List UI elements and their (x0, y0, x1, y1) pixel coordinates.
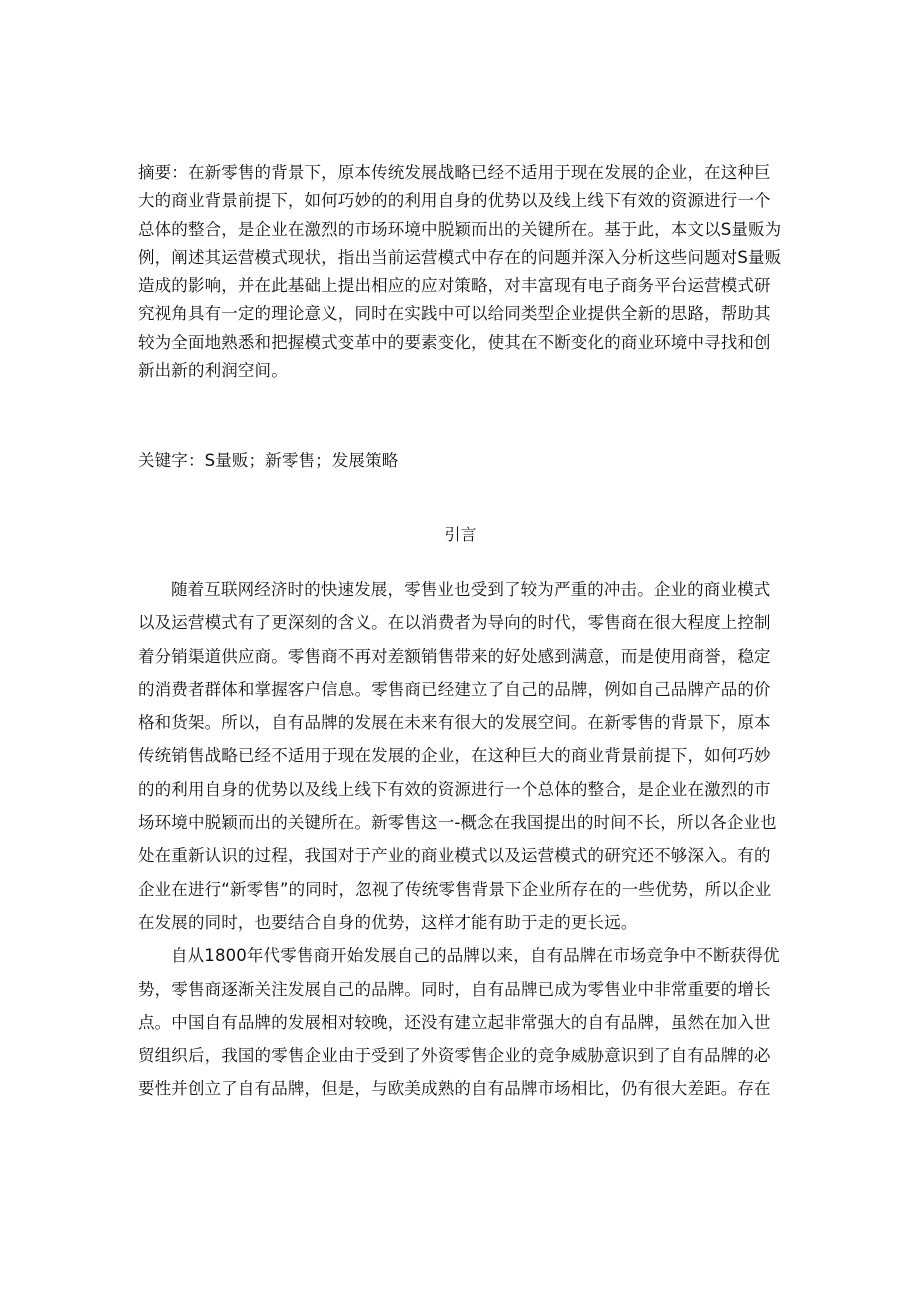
introduction-body (138, 573, 783, 1106)
keywords-line: 关键字：S量贩；新零售；发展策略 (138, 451, 399, 470)
section-title-introduction: 引言 (444, 525, 477, 544)
body-paragraph: 随着互联网经济时的快速发展，零售业也受到了较为严重的冲击。企业的商业模式以及运营模式有了更深刻的含义。在以消费者为导向的时代，零售商在很大程度上控制着分销渠道供应商。零售商不再对差额销售带来的好处感到满意，而是使用商誉，稳定的消费者群体和掌握客户信息。零售商已经建立了自己的品牌，例如自己品牌产品的价格和货架。所以，自有品牌的发展在未来有很大的发展空间。在新零售的背景下，原本传统销售战略已经不适用于现在发展的企业，在这种巨大的商业背景前提下，如何巧妙的的利用自身的优势以及线上线下有效的资源进行一个总体的整合，是企业在激烈的市场环境中脱颖而出的关键所在。新零售这一-概念在我国提出的时间不长，所以各企业也处在重新认识的过程，我国对于产业的商业模式以及运营模式的研究还不够深入。有的企业在进行“新零售”的同时，忽视了传统零售背景下企业所存在的一些优势，所以企业在发展的同时，也要结合自身的优势，这样才能有助于走的更长远。 (138, 580, 777, 932)
abstract-paragraph: 摘要：在新零售的背景下，原本传统发展战略已经不适用于现在发展的企业，在这种巨大的商业背景前提下，如何巧妙的的利用自身的优势以及线上线下有效的资源进行一个总体的整合，是企业在激烈的市场环境中脱颖而出的关键所在。基于此，本文以S量贩为例，阐述其运营模式现状，指出当前运营模式中存在的问题并深入分析这些问题对S量贩造成的影响，并在此基础上提出相应的应对策略，对丰富现有电子商务平台运营模式研究视角具有一定的理论意义，同时在实践中可以给同类型企业提供全新的思路，帮助其较为全面地熟悉和把握模式变革中的要素变化，使其在不断变化的商业环境中寻找和创新出新的利润空间。 (138, 163, 782, 381)
body-paragraph: 自从1800年代零售商开始发展自己的品牌以来，自有品牌在市场竞争中不断获得优势，零售商逐渐关注发展自己的品牌。同时，自有品牌已成为零售业中非常重要的增长点。中国自有品牌的发展相对较晚，还没有建立起非常强大的自有品牌，虽然在加入世贸组织后，我国的零售企业由于受到了外资零售企业的竞争威胁意识到了自有品牌的必要性并创立了自有品牌，但是，与欧美成熟的自有品牌市场相比，仍有很大差距。存在 (138, 946, 780, 1099)
